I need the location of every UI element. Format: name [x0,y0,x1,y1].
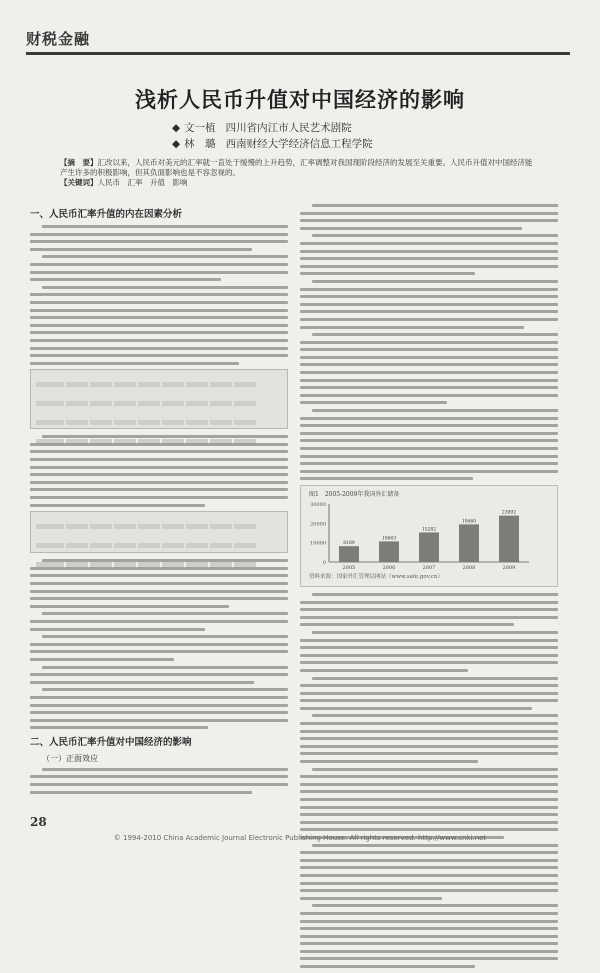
text-line [30,590,288,593]
text-line [300,859,558,862]
text-line [30,362,239,365]
table-row [35,431,283,450]
text-line [300,813,558,816]
table-cell [138,420,160,425]
text-line [300,775,558,778]
text-line [312,768,558,771]
table-cell [36,543,64,548]
table-cell [210,401,232,406]
text-line [300,821,558,824]
text-line [30,673,288,676]
page-number: 28 [30,815,47,829]
text-line [300,288,558,291]
section-heading: 一、人民币汇率升值的内在因素分析 [30,209,183,220]
text-line [300,828,558,831]
table-cell [36,382,64,387]
y-tick-label: 0 [322,559,326,566]
text-line [30,597,288,600]
table-cell [138,543,160,548]
text-line [300,699,558,702]
text-line [300,639,558,642]
text-line [300,310,558,313]
text-line [30,248,252,251]
text-line [300,692,558,695]
author-line-2 [172,136,373,151]
text-line [42,286,288,289]
text-line [300,401,447,404]
table-cell [186,382,208,387]
text-line [300,455,558,458]
author-name: 文一植 [184,122,216,134]
text-line [300,760,478,763]
text-line [42,768,288,771]
text-line [30,263,288,266]
text-line [42,225,288,228]
table-cell [210,382,232,387]
table-cell [234,543,256,548]
text-line [300,257,558,260]
text-line [42,666,288,669]
table-cell [36,524,64,529]
text-line [300,851,558,854]
data-label: 15282 [421,527,437,533]
text-line [30,324,288,327]
reserves-bar-chart [301,486,557,582]
text-line [30,354,288,357]
text-line [30,331,288,334]
table-cell [186,543,208,548]
table-cell [114,420,136,425]
table-cell [234,401,256,406]
text-line [312,904,558,907]
table-row [35,516,283,535]
text-line [300,722,558,725]
section-heading: 二、人民币汇率升值对中国经济的影响 [30,736,192,748]
table-cell [114,382,136,387]
table-row [35,412,283,431]
table-cell [234,524,256,529]
text-line [300,250,558,253]
text-line [300,935,558,938]
table-cell [90,543,112,548]
text-line [30,458,288,461]
table-row [35,374,283,393]
abstract-text: 汇改以来，人民币对美元的汇率就一直处于缓慢的上升趋势，汇率调整对我国现阶段经济的发展至关重要。人民币升值对中国经济能产生许多的积极影响，但其负面影响也是不容忽视的。 [60,158,533,177]
text-line [30,278,221,281]
text-line [300,379,558,382]
bar [459,524,479,562]
text-line [300,417,558,420]
text-line [30,316,288,319]
text-line [300,356,558,359]
running-header: 财税金融 [26,30,91,48]
author-line-1 [172,120,352,135]
text-line [30,726,208,729]
table-cell [162,420,184,425]
text-line [300,646,558,649]
text-line [300,965,475,968]
abstract-label: 【摘 要】 [60,158,98,167]
table-cell [90,524,112,529]
keywords-label: 【关键词】 [60,178,98,187]
table-cell [162,401,184,406]
text-line [300,219,558,222]
text-line [300,745,558,748]
table-cell [90,401,112,406]
text-line [300,363,558,366]
text-line [300,477,473,480]
abstract-block [60,158,538,188]
table-cell [66,382,88,387]
text-line [300,462,558,465]
chart-source: 资料来源：国家外汇管理局网站（www.safe.gov.cn） [309,573,444,580]
text-line [312,593,558,596]
y-tick-label: 30000 [310,501,326,508]
text-line [30,504,205,507]
copyright-footer: © 1994-2010 China Academic Journal Electronic Publishing House. All rights reserved. http://www.cnki.net [113,834,487,842]
text-line [312,234,558,237]
diamond-bullet-icon: ◆ [172,122,181,134]
text-line [30,643,288,646]
text-line [300,912,558,915]
text-line [42,612,288,615]
text-line [30,791,252,794]
text-line [30,240,288,243]
x-tick-label: 2007 [422,564,436,571]
table-row [35,535,283,554]
text-line [300,874,558,877]
text-line [30,339,288,342]
text-line [30,233,288,236]
text-line [300,920,558,923]
text-line [30,574,288,577]
table-cell [162,382,184,387]
text-line [300,661,558,664]
bar-chart-figure [300,485,558,587]
table-cell [114,401,136,406]
text-line [300,303,558,306]
text-line [42,635,288,638]
text-line [300,730,558,733]
text-line [30,582,288,585]
table-row [35,393,283,412]
table-cell [138,382,160,387]
text-line [300,212,558,215]
text-line [30,681,254,684]
text-line [312,844,558,847]
table-cell [66,401,88,406]
text-line [300,394,558,397]
x-tick-label: 2006 [382,564,396,571]
text-line [300,927,558,930]
text-line [300,669,468,672]
table-cell [90,382,112,387]
text-line [300,227,522,230]
text-line [300,752,558,755]
text-line [312,204,558,207]
table-cell [186,420,208,425]
text-line [300,889,558,892]
text-line [300,470,558,473]
chart-title: 图1 2005-2009年我国外汇储备 [309,490,400,498]
bar [419,532,439,562]
table-cell [114,543,136,548]
text-line [30,309,288,312]
data-label: 23992 [501,510,517,516]
subsection-heading: （一）正面效应 [42,753,98,763]
text-line [42,688,288,691]
text-line [300,371,558,374]
table-cell [138,524,160,529]
table-figure-1 [30,369,288,429]
text-line [30,711,288,714]
text-line [300,684,558,687]
text-line [300,272,475,275]
text-line [30,628,205,631]
text-line [30,775,288,778]
bar [379,541,399,562]
table-figure-2 [30,511,288,553]
table-cell [66,524,88,529]
diamond-bullet-icon: ◆ [172,138,181,150]
right-column [300,204,558,973]
keywords-text: 人民币 汇率 升值 影响 [97,178,188,187]
text-line [312,409,558,412]
text-line [30,496,288,499]
text-line [30,719,288,722]
table-cell [186,524,208,529]
data-label: 10663 [381,536,397,542]
text-line [30,783,288,786]
text-line [30,696,288,699]
text-line [30,293,288,296]
text-line [30,650,288,653]
text-line [300,790,558,793]
text-line [300,882,558,885]
text-line [300,942,558,945]
table-cell [210,420,232,425]
author-affiliation: 四川省内江市人民艺术剧院 [225,122,352,134]
table-cell [210,524,232,529]
text-line [30,605,229,608]
text-line [300,957,558,960]
text-line [300,318,558,321]
text-line [300,242,558,245]
table-cell [186,401,208,406]
text-line [42,559,288,562]
text-line [300,447,558,450]
text-line [300,897,442,900]
text-line [300,424,558,427]
text-line [30,347,288,350]
text-line [30,301,288,304]
text-line [42,435,288,438]
header-rule [26,52,570,55]
table-cell [36,401,64,406]
text-line [312,631,558,634]
text-line [300,341,558,344]
text-line [30,450,288,453]
text-line [300,265,558,268]
table-cell [138,401,160,406]
text-line [300,737,558,740]
article-title: 浅析人民币升值对中国经济的影响 [135,87,465,112]
text-line [312,714,558,717]
text-line [300,608,558,611]
text-line [300,707,532,710]
text-line [30,620,288,623]
y-tick-label: 10000 [310,540,326,547]
text-line [30,567,288,570]
text-line [300,806,558,809]
text-line [30,443,288,446]
text-line [300,866,558,869]
text-line [300,783,558,786]
data-label: 19460 [461,519,477,525]
text-line [300,432,558,435]
table-cell [114,524,136,529]
y-tick-label: 20000 [310,521,326,528]
text-line [300,623,514,626]
table-cell [162,524,184,529]
table-cell [234,382,256,387]
bar [499,516,519,562]
text-line [30,481,288,484]
text-line [42,255,288,258]
table-row [35,554,283,573]
table-cell [66,420,88,425]
text-line [300,798,558,801]
text-line [300,386,558,389]
table-cell [66,543,88,548]
text-line [300,439,558,442]
x-tick-label: 2005 [342,564,356,571]
text-line [312,677,558,680]
text-line [300,326,524,329]
table-cell [162,543,184,548]
text-line [300,654,558,657]
text-line [312,333,558,336]
text-line [30,473,288,476]
text-line [30,658,174,661]
text-line [300,295,558,298]
text-line [300,348,558,351]
author-name: 林 璐 [184,138,216,150]
table-cell [234,420,256,425]
table-cell [36,420,64,425]
text-line [312,280,558,283]
text-line [30,488,288,491]
bar [339,546,359,562]
text-line [300,601,558,604]
author-affiliation: 西南财经大学经济信息工程学院 [225,138,373,150]
table-cell [90,420,112,425]
text-line [300,950,558,953]
table-cell [210,543,232,548]
x-tick-label: 2008 [462,564,476,571]
text-line [30,466,288,469]
text-line [300,616,558,619]
data-label: 8189 [343,541,355,547]
text-line [30,704,288,707]
left-column [30,204,288,798]
text-line [30,271,288,274]
x-tick-label: 2009 [502,564,516,571]
